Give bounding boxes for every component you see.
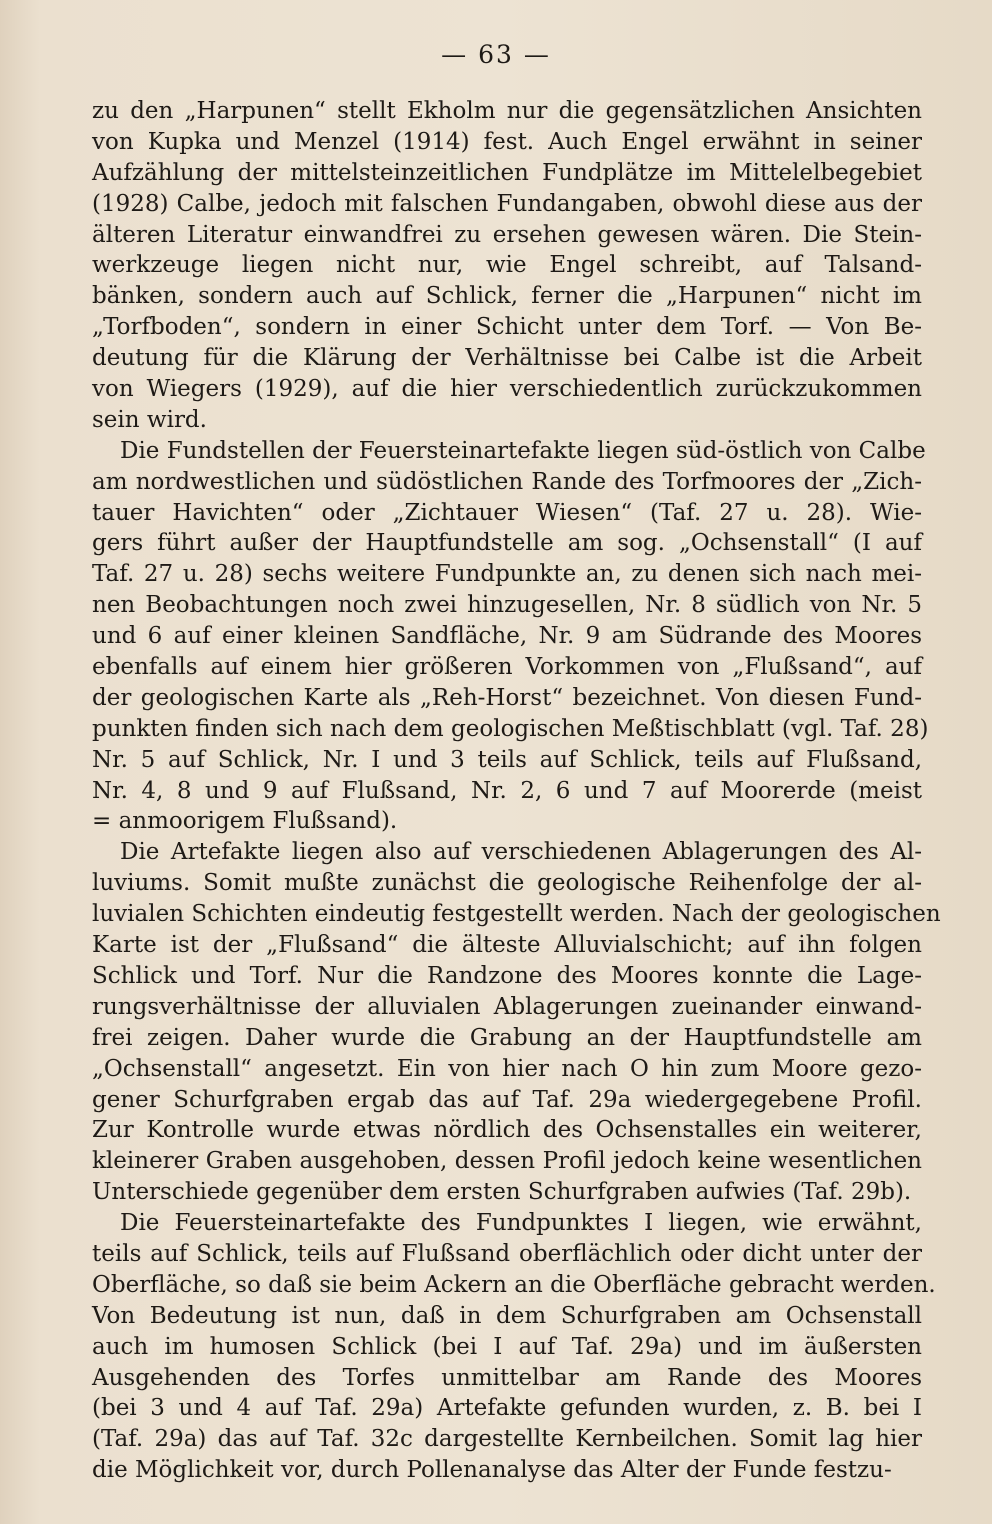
text-line: gener Schurfgraben ergab das auf Taf. 29a wiedergegebene Profil.	[92, 1086, 922, 1113]
text-line: tauer Havichten“ oder „Zichtauer Wiesen“ (Taf. 27 u. 28). Wie-	[92, 499, 922, 526]
text-line: von Kupka und Menzel (1914) fest. Auch Engel erwähnt in seiner	[92, 128, 922, 155]
text-line: Unterschiede gegenüber dem ersten Schurfgraben aufwies (Taf. 29b).	[92, 1179, 912, 1206]
text-line: die Möglichkeit vor, durch Pollenanalyse das Alter der Funde festzu-	[92, 1457, 892, 1484]
text-line: ebenfalls auf einem hier größeren Vorkommen von „Flußsand“, auf	[92, 654, 922, 681]
text-line: werkzeuge liegen nicht nur, wie Engel schreibt, auf Talsand-	[92, 252, 922, 279]
text-line: auch im humosen Schlick (bei I auf Taf. 29a) und im äußersten	[92, 1333, 922, 1360]
text-line: kleinerer Graben ausgehoben, dessen Profil jedoch keine wesentlichen	[92, 1148, 922, 1175]
text-line: (bei 3 und 4 auf Taf. 29a) Artefakte gefunden wurden, z. B. bei I	[92, 1395, 922, 1422]
text-line: Schlick und Torf. Nur die Randzone des Moores konnte die Lage-	[92, 962, 922, 989]
text-line: Nr. 5 auf Schlick, Nr. I und 3 teils auf Schlick, teils auf Flußsand,	[92, 746, 922, 773]
text-line: luvialen Schichten eindeutig festgestellt werden. Nach der geologischen	[92, 901, 941, 928]
paragraph	[92, 1208, 936, 1486]
text-line: punkten finden sich nach dem geologischen Meßtischblatt (vgl. Taf. 28)	[92, 715, 929, 742]
text-line: luviums. Somit mußte zunächst die geologische Reihenfolge der al-	[92, 870, 922, 897]
text-line: (Taf. 29a) das auf Taf. 32c dargestellte Kernbeilchen. Somit lag hier	[92, 1426, 922, 1453]
text-line: = anmoorigem Flußsand).	[92, 808, 398, 835]
text-line: Von Bedeutung ist nun, daß in dem Schurfgraben am Ochsenstall	[92, 1302, 922, 1329]
text-line: sein wird.	[92, 406, 207, 433]
text-line: Zur Kontrolle wurde etwas nördlich des Ochsenstalles ein weiterer,	[92, 1117, 922, 1144]
paragraph	[92, 436, 929, 838]
text-line: älteren Literatur einwandfrei zu ersehen gewesen wären. Die Stein-	[92, 221, 922, 248]
text-line: am nordwestlichen und südöstlichen Rande des Torfmoores der „Zich-	[92, 468, 922, 495]
paragraph	[92, 96, 922, 436]
text-line: zu den „Harpunen“ stellt Ekholm nur die gegensätzlichen Ansichten	[92, 98, 922, 124]
paragraph	[92, 837, 941, 1208]
text-line: Die Fundstellen der Feuersteinartefakte liegen süd-östlich von Calbe	[120, 437, 926, 464]
text-line: frei zeigen. Daher wurde die Grabung an der Hauptfundstelle am	[92, 1024, 922, 1051]
text-line: teils auf Schlick, teils auf Flußsand oberflächlich oder dicht unter der	[92, 1240, 922, 1267]
text-line: Aufzählung der mittelsteinzeitlichen Fundplätze im Mittelelbegebiet	[92, 159, 922, 186]
text-line: von Wiegers (1929), auf die hier verschiedentlich zurückzukommen	[92, 376, 922, 403]
text-line: Die Feuersteinartefakte des Fundpunktes I liegen, wie erwähnt,	[120, 1210, 922, 1237]
text-line: deutung für die Klärung der Verhältnisse bei Calbe ist die Arbeit	[92, 345, 922, 372]
text-line: Taf. 27 u. 28) sechs weitere Fundpunkte an, zu denen sich nach mei-	[92, 561, 922, 588]
page-number: — 63 —	[441, 40, 551, 69]
text-line: nen Beobachtungen noch zwei hinzugesellen, Nr. 8 südlich von Nr. 5	[92, 592, 922, 619]
text-line: „Torfboden“, sondern in einer Schicht unter dem Torf. — Von Be-	[92, 314, 922, 341]
text-line: bänken, sondern auch auf Schlick, ferner die „Harpunen“ nicht im	[92, 283, 922, 310]
text-line: (1928) Calbe, jedoch mit falschen Fundangaben, obwohl diese aus der	[92, 190, 922, 217]
text-line: der geologischen Karte als „Reh-Horst“ bezeichnet. Von diesen Fund-	[92, 684, 922, 711]
body-text	[92, 96, 941, 1486]
text-line: Die Artefakte liegen also auf verschiedenen Ablagerungen des Al-	[120, 839, 922, 866]
text-line: Oberfläche, so daß sie beim Ackern an die Oberfläche gebracht werden.	[92, 1271, 936, 1298]
text-line: Nr. 4, 8 und 9 auf Flußsand, Nr. 2, 6 und 7 auf Moorerde (meist	[92, 777, 922, 804]
text-line: und 6 auf einer kleinen Sandfläche, Nr. 9 am Südrande des Moores	[92, 623, 922, 650]
text-line: rungsverhältnisse der alluvialen Ablagerungen zueinander einwand-	[92, 993, 922, 1020]
text-line: Karte ist der „Flußsand“ die älteste Alluvialschicht; auf ihn folgen	[92, 932, 922, 959]
text-line: gers führt außer der Hauptfundstelle am sog. „Ochsenstall“ (I auf	[92, 530, 922, 557]
text-line: „Ochsenstall“ angesetzt. Ein von hier nach O hin zum Moore gezo-	[92, 1055, 922, 1082]
text-line: Ausgehenden des Torfes unmittelbar am Rande des Moores	[92, 1364, 922, 1391]
